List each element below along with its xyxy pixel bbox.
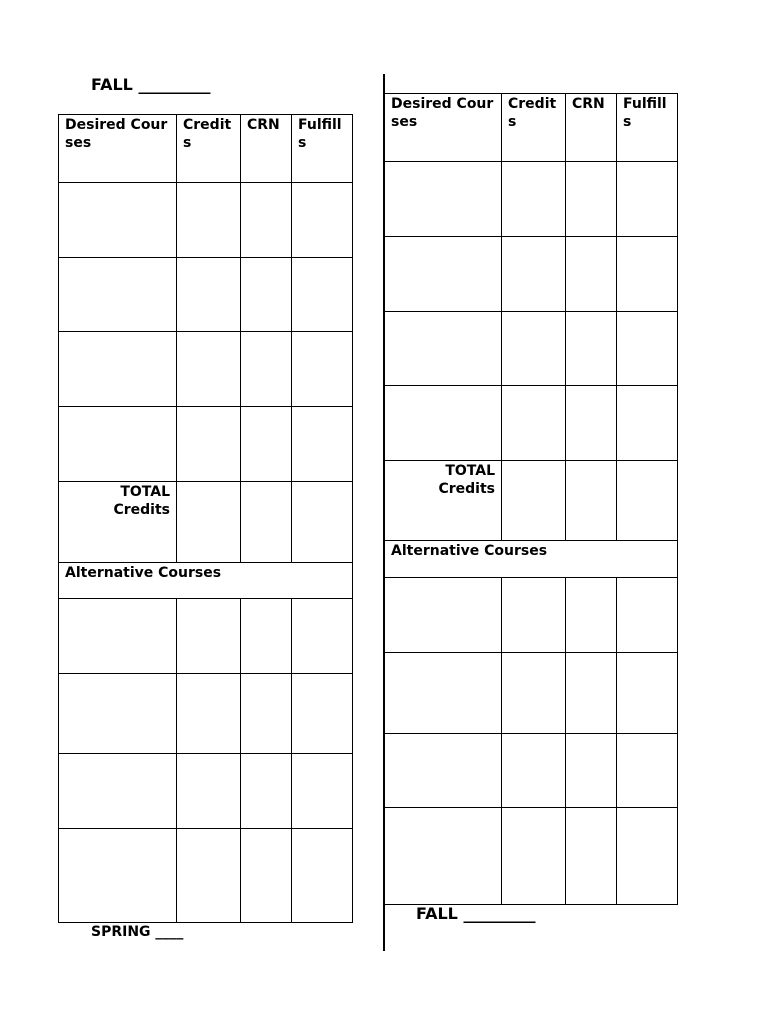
credits-cell[interactable] [502,237,566,312]
alternative-header-row [385,541,678,578]
fulfills-cell[interactable] [617,162,678,237]
course-name-cell[interactable] [59,599,177,674]
alternative-header-row [59,563,353,599]
course-row [385,162,678,237]
header-fulfills: Fulfills [292,115,353,183]
total-row [385,461,678,541]
fulfills-cell[interactable] [292,482,353,563]
credits-cell[interactable] [502,312,566,386]
course-name-cell[interactable] [59,332,177,407]
crn-cell[interactable] [566,808,617,905]
fulfills-cell[interactable] [292,829,353,923]
credits-cell[interactable] [177,599,241,674]
course-row [385,237,678,312]
fulfills-cell[interactable] [617,734,678,808]
credits-cell[interactable] [502,653,566,734]
credits-cell[interactable] [177,332,241,407]
fulfills-cell[interactable] [292,754,353,829]
credits-cell[interactable] [177,183,241,258]
alternative-row [59,674,353,754]
total-credits-label: TOTAL Credits [385,461,502,541]
fulfills-cell[interactable] [292,183,353,258]
credits-cell[interactable] [502,578,566,653]
fulfills-cell[interactable] [617,461,678,541]
course-name-cell[interactable] [385,734,502,808]
total-credits-cell[interactable] [177,482,241,563]
credits-cell[interactable] [177,674,241,754]
crn-cell[interactable] [566,461,617,541]
fulfills-cell[interactable] [292,407,353,482]
header-desired-courses: Desired Courses [59,115,177,183]
crn-cell[interactable] [241,482,292,563]
course-name-cell[interactable] [385,386,502,461]
fulfills-cell[interactable] [617,808,678,905]
crn-cell[interactable] [241,599,292,674]
course-row [59,407,353,482]
course-name-cell[interactable] [385,162,502,237]
course-name-cell[interactable] [59,183,177,258]
fulfills-cell[interactable] [617,578,678,653]
header-crn: CRN [566,94,617,162]
crn-cell[interactable] [241,829,292,923]
crn-cell[interactable] [566,386,617,461]
alternative-row [385,734,678,808]
right-term-heading: FALL _________ [416,904,536,923]
alternative-courses-label: Alternative Courses [59,563,353,599]
fulfills-cell[interactable] [617,237,678,312]
course-name-cell[interactable] [59,754,177,829]
crn-cell[interactable] [241,258,292,332]
alternative-row [385,653,678,734]
crn-cell[interactable] [566,653,617,734]
alternative-row [59,599,353,674]
total-row [59,482,353,563]
header-fulfills: Fulfills [617,94,678,162]
header-credits: Credits [177,115,241,183]
crn-cell[interactable] [566,578,617,653]
crn-cell[interactable] [566,734,617,808]
left-term-heading: FALL _________ [91,75,211,94]
credits-cell[interactable] [502,734,566,808]
total-credits-label: TOTAL Credits [59,482,177,563]
credits-cell[interactable] [502,808,566,905]
fulfills-cell[interactable] [292,674,353,754]
crn-cell[interactable] [241,754,292,829]
crn-cell[interactable] [566,312,617,386]
alternative-courses-label: Alternative Courses [385,541,678,578]
credits-cell[interactable] [177,829,241,923]
credits-cell[interactable] [177,407,241,482]
alternative-row [59,754,353,829]
fulfills-cell[interactable] [617,386,678,461]
course-name-cell[interactable] [385,578,502,653]
course-name-cell[interactable] [59,674,177,754]
alternative-row [385,808,678,905]
course-name-cell[interactable] [59,407,177,482]
course-name-cell[interactable] [59,829,177,923]
course-name-cell[interactable] [385,653,502,734]
crn-cell[interactable] [241,183,292,258]
credits-cell[interactable] [502,162,566,237]
course-name-cell[interactable] [385,312,502,386]
credits-cell[interactable] [502,386,566,461]
fulfills-cell[interactable] [292,258,353,332]
course-row [59,258,353,332]
left-course-table [58,114,353,923]
course-name-cell[interactable] [59,258,177,332]
crn-cell[interactable] [566,237,617,312]
crn-cell[interactable] [566,162,617,237]
course-name-cell[interactable] [385,237,502,312]
course-row [385,312,678,386]
header-crn: CRN [241,115,292,183]
crn-cell[interactable] [241,332,292,407]
fulfills-cell[interactable] [617,312,678,386]
fulfills-cell[interactable] [617,653,678,734]
credits-cell[interactable] [177,258,241,332]
left-spring-heading: SPRING ____ [91,924,184,940]
fulfills-cell[interactable] [292,599,353,674]
header-credits: Credits [502,94,566,162]
course-row [59,183,353,258]
header-desired-courses: Desired Courses [385,94,502,162]
total-credits-cell[interactable] [502,461,566,541]
right-course-table [384,93,678,905]
course-row [59,332,353,407]
crn-cell[interactable] [241,407,292,482]
crn-cell[interactable] [241,674,292,754]
credits-cell[interactable] [177,754,241,829]
alternative-row [385,578,678,653]
fulfills-cell[interactable] [292,332,353,407]
alternative-row [59,829,353,923]
course-name-cell[interactable] [385,808,502,905]
course-row [385,386,678,461]
